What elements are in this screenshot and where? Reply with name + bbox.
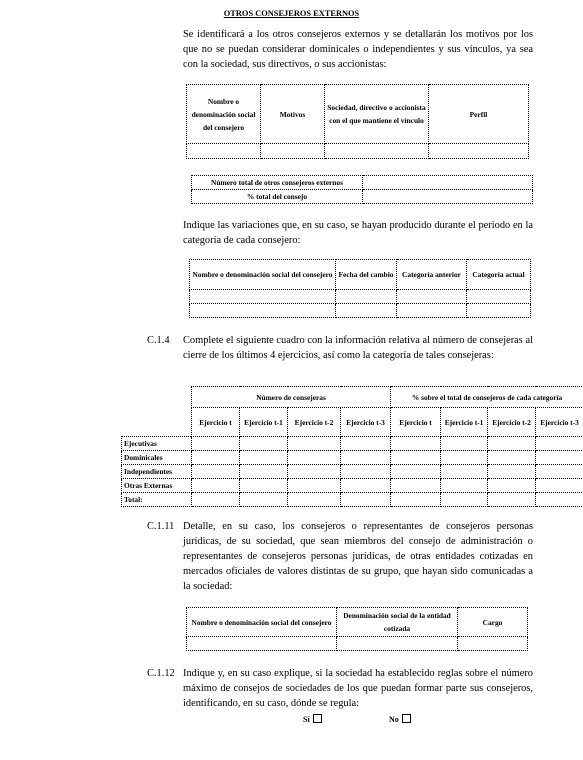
input-cell[interactable] (341, 437, 391, 451)
input-cell[interactable] (192, 451, 240, 465)
year-header: Ejercicio t (192, 408, 240, 437)
year-header: Ejercicio t-1 (441, 408, 488, 437)
input-cell[interactable] (467, 304, 531, 318)
no-label: No (389, 715, 399, 724)
input-cell[interactable] (391, 479, 441, 493)
input-cell[interactable] (187, 637, 337, 651)
input-cell[interactable] (391, 451, 441, 465)
total-external-label: Número total de otros consejeros externos (192, 176, 363, 190)
input-cell[interactable] (441, 437, 488, 451)
header-previous-category: Categoría anterior (397, 260, 467, 290)
yes-checkbox[interactable] (313, 714, 322, 723)
group-header-count: Número de consejeras (192, 387, 391, 408)
input-cell[interactable] (192, 465, 240, 479)
input-cell[interactable] (288, 465, 341, 479)
listed-companies-table (186, 607, 528, 651)
input-cell[interactable] (536, 465, 583, 479)
input-cell[interactable] (536, 437, 583, 451)
header-director-name: Nombre o denominación social del consejero (187, 608, 337, 637)
input-cell[interactable] (192, 493, 240, 507)
header-profile: Perfil (429, 85, 529, 144)
row-label-total: Total: (122, 493, 192, 507)
corner-cell (122, 408, 192, 437)
group-header-percent: % sobre el total de consejeros de cada categoría (391, 387, 583, 408)
input-cell[interactable] (488, 465, 536, 479)
input-cell[interactable] (441, 479, 488, 493)
input-cell[interactable] (391, 493, 441, 507)
input-cell[interactable] (488, 437, 536, 451)
input-cell[interactable] (240, 465, 288, 479)
input-cell[interactable] (336, 304, 397, 318)
input-cell[interactable] (288, 493, 341, 507)
input-cell[interactable] (441, 465, 488, 479)
percent-board-label: % total del consejo (192, 190, 363, 204)
year-header: Ejercicio t-2 (288, 408, 341, 437)
input-cell[interactable] (458, 637, 528, 651)
input-cell[interactable] (240, 437, 288, 451)
category-changes-table (189, 259, 531, 318)
input-cell[interactable] (441, 493, 488, 507)
input-cell[interactable] (441, 451, 488, 465)
variations-paragraph: Indique las variaciones que, en su caso, se hayan producido durante el periodo en la categoría de cada consejero: (183, 220, 533, 246)
header-link: Sociedad, directivo o accionista con el que mantiene el vínculo (325, 85, 429, 144)
year-header: Ejercicio t-3 (536, 408, 583, 437)
header-listed-entity: Denominación social de la entidad cotizada (337, 608, 458, 637)
yes-label: Sí (303, 715, 310, 724)
header-current-category: Categoría actual (467, 260, 531, 290)
section-number-c111: C.1.11 (147, 521, 175, 532)
input-cell[interactable] (325, 144, 429, 159)
header-change-date: Fecha del cambio (336, 260, 397, 290)
c112-paragraph: Indique y, en su caso explique, si la sociedad ha establecido reglas sobre el número máximo de consejos de sociedades de los que puedan formar parte sus consejeros, identificando, en su caso, dónde se regula: (183, 668, 533, 709)
input-cell[interactable] (261, 144, 325, 159)
input-cell[interactable] (391, 465, 441, 479)
input-cell[interactable] (467, 290, 531, 304)
input-cell[interactable] (187, 144, 261, 159)
input-cell[interactable] (536, 493, 583, 507)
input-cell[interactable] (488, 493, 536, 507)
header-director-name: Nombre o denominación social del consejero (187, 85, 261, 144)
section-number-c14: C.1.4 (147, 335, 170, 346)
row-label-independent: Independientes (122, 465, 192, 479)
input-cell[interactable] (397, 304, 467, 318)
input-cell[interactable] (341, 451, 391, 465)
section-number-c112: C.1.12 (147, 668, 175, 679)
c111-paragraph: Detalle, en su caso, los consejeros o representantes de consejeros personas jurídicas, de su sociedad, que sean miembros del consejo de administración o representantes de consejeros personas jurídicas, de otras entidades cotizadas en mercados oficiales de valores distintas de su grupo, que hayan sido comunicadas a la sociedad: (183, 521, 533, 592)
input-cell[interactable] (240, 451, 288, 465)
input-cell[interactable] (341, 465, 391, 479)
input-cell[interactable] (488, 451, 536, 465)
input-cell[interactable] (190, 304, 336, 318)
input-cell[interactable] (391, 437, 441, 451)
year-header: Ejercicio t-3 (341, 408, 391, 437)
input-cell[interactable] (288, 479, 341, 493)
year-header: Ejercicio t (391, 408, 441, 437)
input-cell[interactable] (336, 290, 397, 304)
female-directors-table (121, 386, 583, 507)
header-position: Cargo (458, 608, 528, 637)
input-cell[interactable] (192, 479, 240, 493)
input-cell[interactable] (536, 451, 583, 465)
year-header: Ejercicio t-1 (240, 408, 288, 437)
external-directors-table (186, 84, 529, 159)
input-cell[interactable] (288, 451, 341, 465)
input-cell[interactable] (536, 479, 583, 493)
row-label-other-external: Otras Externas (122, 479, 192, 493)
c14-paragraph: Complete el siguiente cuadro con la información relativa al número de consejeras al cierre de los últimos 4 ejercicios, así como la categoría de tales consejeras: (183, 335, 533, 361)
input-cell[interactable] (337, 637, 458, 651)
corner-cell (122, 387, 192, 408)
input-cell[interactable] (429, 144, 529, 159)
header-director-name: Nombre o denominación social del consejero (190, 260, 336, 290)
header-reasons: Motivos (261, 85, 325, 144)
no-checkbox[interactable] (402, 714, 411, 723)
row-label-proprietary: Dominicales (122, 451, 192, 465)
input-cell[interactable] (341, 493, 391, 507)
row-label-executive: Ejecutivas (122, 437, 192, 451)
external-directors-totals-table (191, 175, 533, 204)
total-external-value[interactable] (363, 176, 533, 190)
year-header: Ejercicio t-2 (488, 408, 536, 437)
input-cell[interactable] (240, 479, 288, 493)
yes-option[interactable] (303, 714, 322, 724)
input-cell[interactable] (397, 290, 467, 304)
input-cell[interactable] (240, 493, 288, 507)
no-option[interactable] (389, 714, 411, 724)
input-cell[interactable] (288, 437, 341, 451)
input-cell[interactable] (488, 479, 536, 493)
input-cell[interactable] (341, 479, 391, 493)
input-cell[interactable] (192, 437, 240, 451)
intro-paragraph: Se identificará a los otros consejeros externos y se detallarán los motivos por los que no se puedan considerar dominicales o independientes y sus vínculos, ya sea con la sociedad, sus directivos, o sus accionistas: (183, 29, 533, 70)
section-heading: OTROS CONSEJEROS EXTERNOS (223, 9, 360, 18)
percent-board-value[interactable] (363, 190, 533, 204)
input-cell[interactable] (190, 290, 336, 304)
